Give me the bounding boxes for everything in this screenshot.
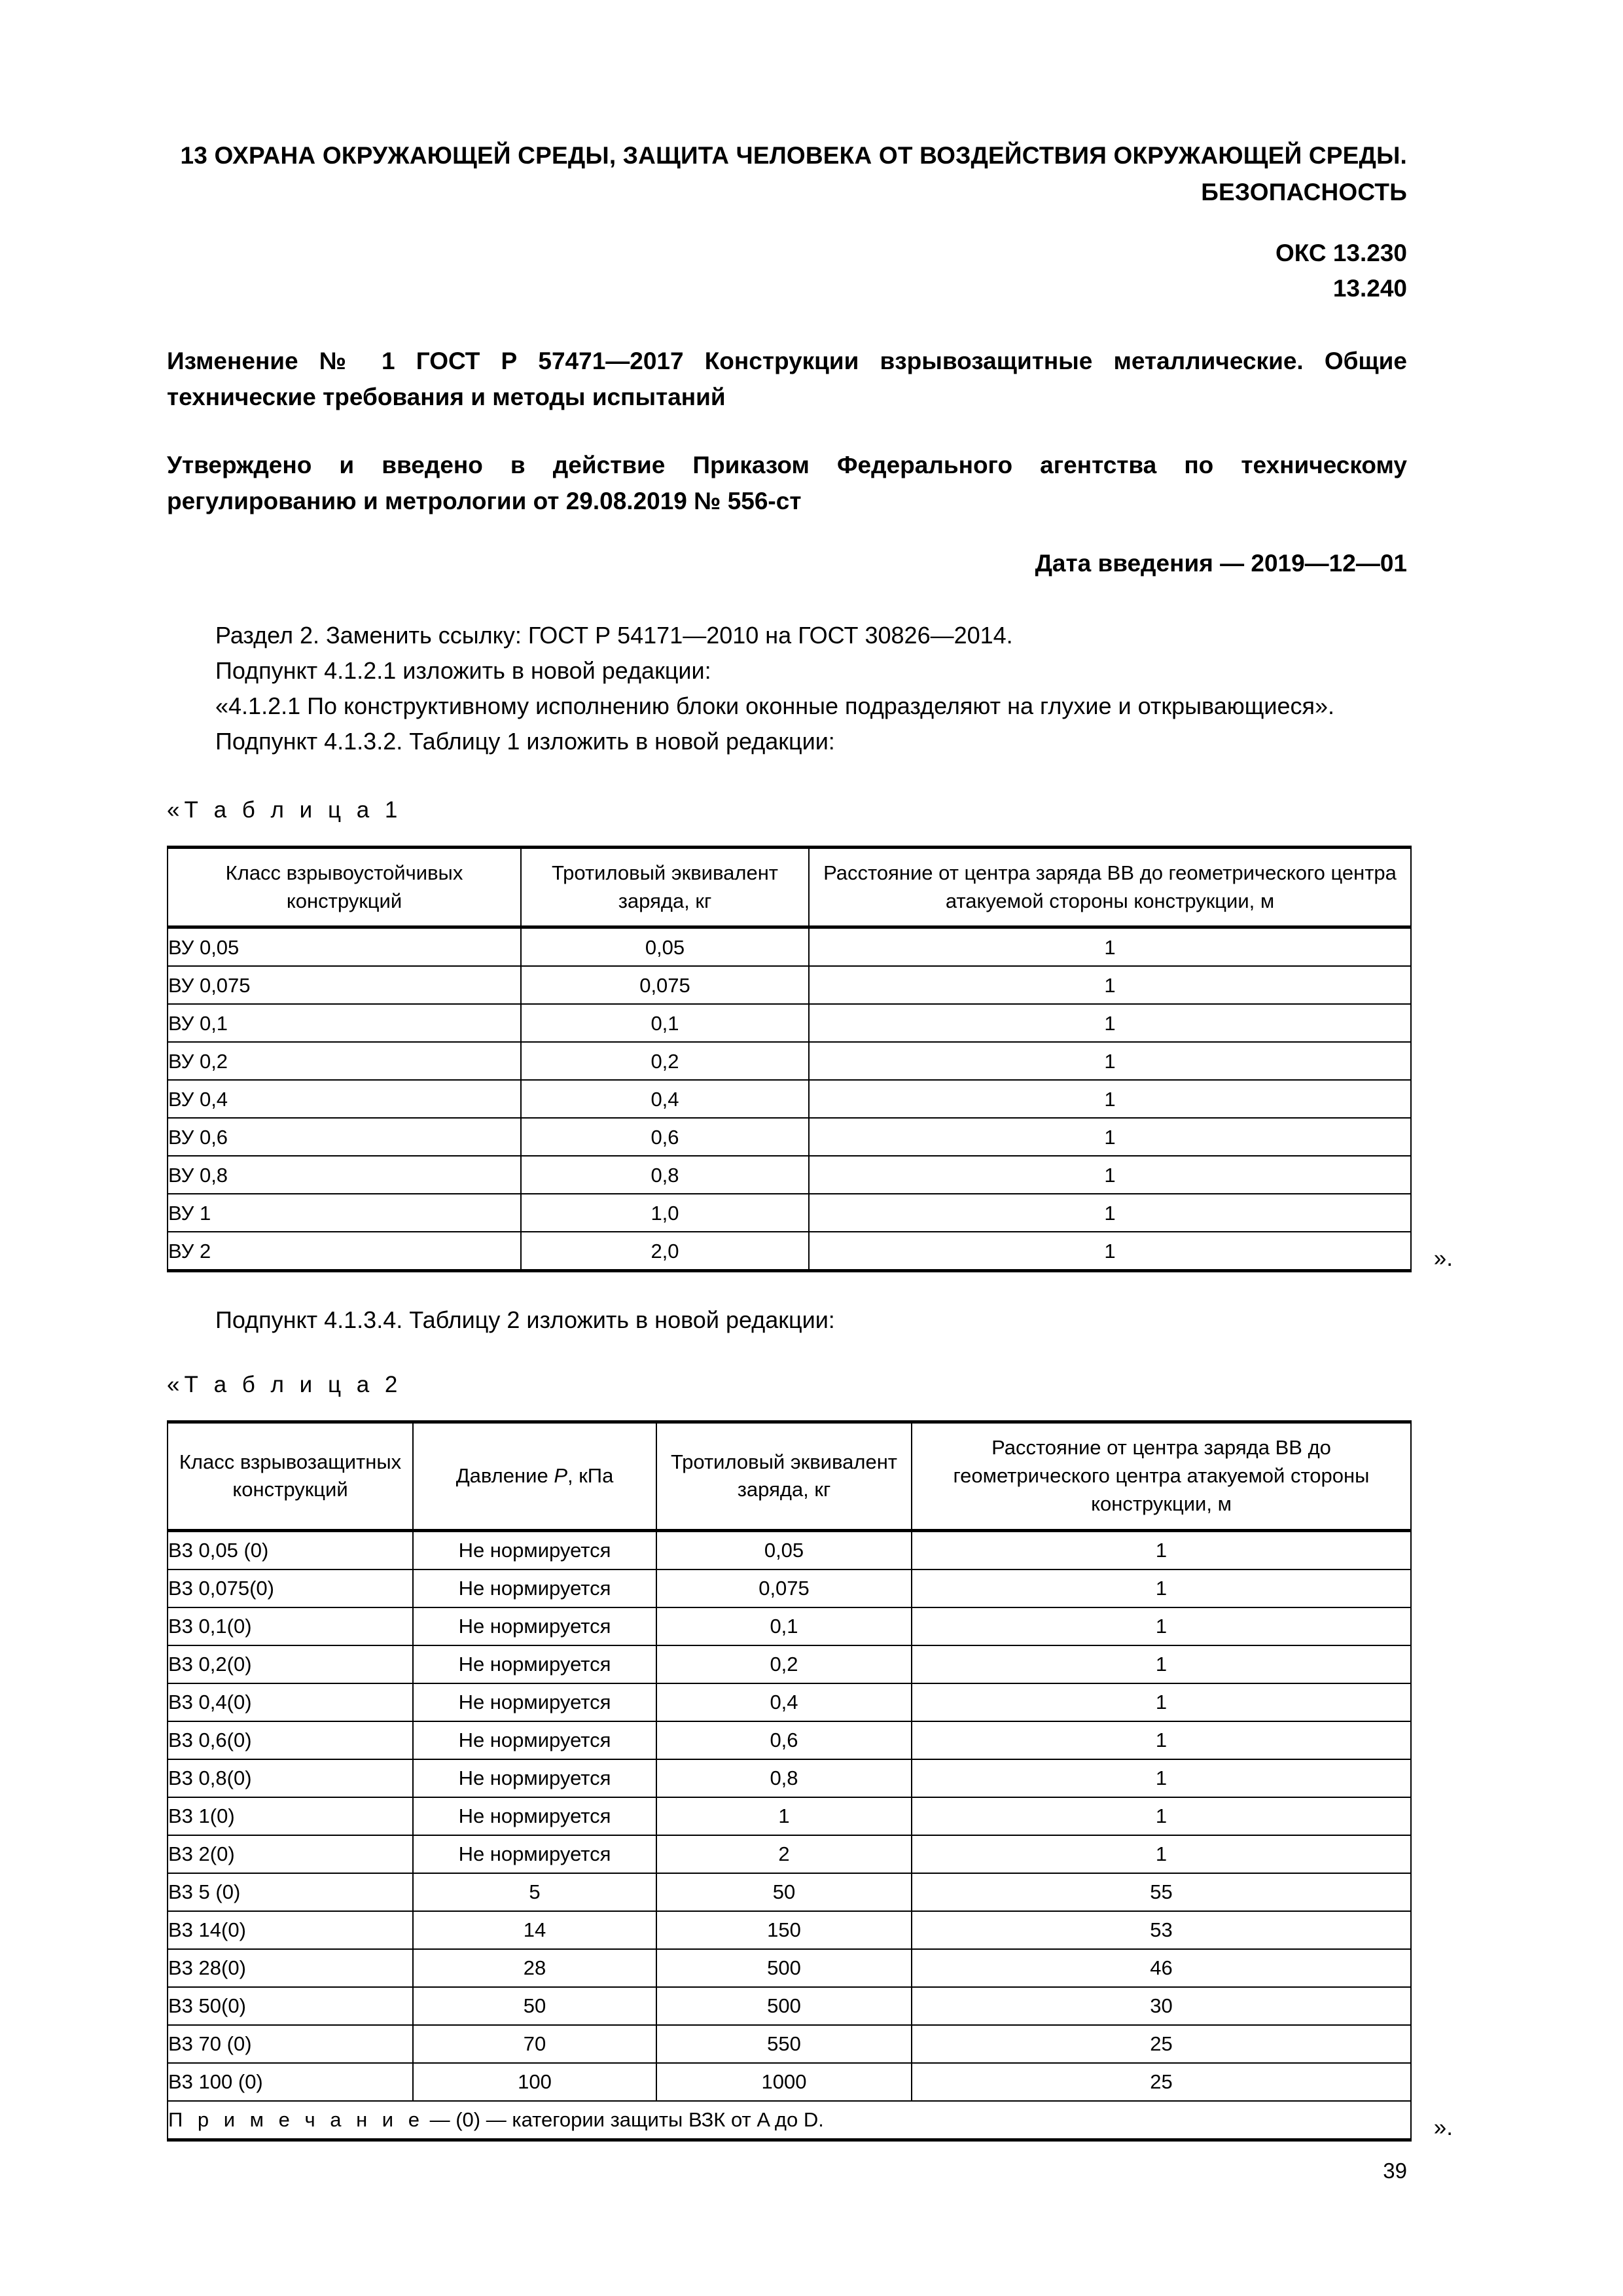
table2-cell-tnt: 550 (656, 2025, 912, 2063)
table2-cell-distance: 1 (912, 1645, 1411, 1683)
table2-cell-distance: 25 (912, 2025, 1411, 2063)
table2-cell-distance: 1 (912, 1835, 1411, 1873)
table1-cell-distance: 1 (809, 1080, 1411, 1118)
table2-cell-class: В3 0,1(0) (168, 1607, 413, 1645)
body-line-section2: Раздел 2. Заменить ссылку: ГОСТ Р 54171—2010 на ГОСТ 30826—2014. (215, 621, 1013, 649)
oks-code-primary: ОКС 13.230 (1275, 240, 1407, 267)
table2-cell-tnt: 1 (656, 1797, 912, 1835)
table1-cell-class: ВУ 0,4 (168, 1080, 521, 1118)
table2-cell-distance: 1 (912, 1683, 1411, 1721)
table2-cell-class: В3 2(0) (168, 1835, 413, 1873)
table2-cell-class: В3 50(0) (168, 1987, 413, 2025)
table1-col-header-distance: Расстояние от центра заряда ВВ до геометрического центра атакуемой стороны конструкции, м (809, 847, 1411, 927)
table2-cell-tnt: 0,4 (656, 1683, 912, 1721)
table1-cell-tnt: 0,8 (521, 1156, 809, 1194)
table2-cell-tnt: 500 (656, 1949, 912, 1987)
page-number: 39 (1383, 2159, 1407, 2183)
table1-cell-distance: 1 (809, 1118, 1411, 1156)
table2-cell-pressure: 70 (413, 2025, 656, 2063)
table2-cell-pressure: Не нормируется (413, 1570, 656, 1607)
table1-cell-tnt: 0,05 (521, 927, 809, 967)
table2-cell-tnt: 1000 (656, 2063, 912, 2101)
table2-cell-class: В3 14(0) (168, 1911, 413, 1949)
table2-cell-pressure: Не нормируется (413, 1721, 656, 1759)
table-row (168, 1156, 1411, 1194)
table1-cell-class: ВУ 2 (168, 1232, 521, 1271)
table2-cell-pressure: Не нормируется (413, 1759, 656, 1797)
note-text: — (0) — категории защиты ВЗК от A до D. (423, 2108, 824, 2131)
table2-cell-distance: 1 (912, 1759, 1411, 1797)
table1-cell-distance: 1 (809, 1156, 1411, 1194)
table-row (168, 1004, 1411, 1042)
table2-cell-class: В3 28(0) (168, 1949, 413, 1987)
table2-cell-tnt: 500 (656, 1987, 912, 2025)
pressure-symbol: P (554, 1464, 567, 1488)
table2-cell-distance: 25 (912, 2063, 1411, 2101)
table1-cell-distance: 1 (809, 927, 1411, 967)
table-row (168, 1042, 1411, 1080)
table-row (168, 1721, 1411, 1759)
table-row (168, 1683, 1411, 1721)
table2-cell-pressure: 14 (413, 1911, 656, 1949)
body-line-subclause-4132: Подпункт 4.1.3.2. Таблицу 1 изложить в новой редакции: (215, 727, 835, 755)
table-row (168, 1194, 1411, 1232)
table-row (168, 1607, 1411, 1645)
body-line-subclause-4134: Подпункт 4.1.3.4. Таблицу 2 изложить в новой редакции: (215, 1306, 835, 1334)
body-line-new-wording-4121: «4.1.2.1 По конструктивному исполнению блоки оконные подразделяют на глухие и открывающиеся». (215, 692, 1334, 719)
table2-cell-class: В3 0,6(0) (168, 1721, 413, 1759)
table1-col-header-class: Класс взрывоустойчивых конструкций (168, 847, 521, 927)
table-row (168, 966, 1411, 1004)
table1-cell-class: ВУ 1 (168, 1194, 521, 1232)
introduction-date: Дата введения — 2019—12—01 (1035, 549, 1407, 577)
body-text-block (167, 618, 1407, 759)
table-row (168, 927, 1411, 967)
body-line-subclause-4121: Подпункт 4.1.2.1 изложить в новой редакции: (215, 656, 711, 684)
table-row (168, 1570, 1411, 1607)
table-row (168, 1835, 1411, 1873)
table1-cell-tnt: 0,6 (521, 1118, 809, 1156)
table2-caption: «Т а б л и ц а 2 (167, 1372, 402, 1398)
table1-cell-distance: 1 (809, 1042, 1411, 1080)
table1-cell-class: ВУ 0,075 (168, 966, 521, 1004)
table2-cell-pressure: 50 (413, 1987, 656, 2025)
table1-cell-class: ВУ 0,8 (168, 1156, 521, 1194)
table1-closing-quote: ». (1433, 1246, 1453, 1272)
table2-cell-distance: 1 (912, 1530, 1411, 1570)
table1-header-row (168, 847, 1411, 927)
table1-cell-tnt: 0,4 (521, 1080, 809, 1118)
table2-cell-class: В3 70 (0) (168, 2025, 413, 2063)
table2-body (168, 1530, 1411, 2140)
table1-cell-class: ВУ 0,05 (168, 927, 521, 967)
table-row (168, 2063, 1411, 2101)
table-row (168, 1797, 1411, 1835)
amendment-title: Изменение № 1 ГОСТ Р 57471—2017 Конструкции взрывозащитные металлические. Общие технические требования и методы испытаний (167, 347, 1407, 411)
table1-cell-class: ВУ 0,2 (168, 1042, 521, 1080)
table2-cell-class: В3 0,05 (0) (168, 1530, 413, 1570)
table-row (168, 1080, 1411, 1118)
table-row (168, 2025, 1411, 2063)
page-title: 13 ОХРАНА ОКРУЖАЮЩЕЙ СРЕДЫ, ЗАЩИТА ЧЕЛОВЕКА ОТ ВОЗДЕЙСТВИЯ ОКРУЖАЮЩЕЙ СРЕДЫ. БЕЗОПАСНОСТЬ (180, 142, 1407, 206)
table2-cell-pressure: 28 (413, 1949, 656, 1987)
table2-cell-class: В3 5 (0) (168, 1873, 413, 1911)
pressure-label-post: , кПа (567, 1464, 614, 1488)
table1-col-header-tnt: Тротиловый эквивалент заряда, кг (521, 847, 809, 927)
table2-cell-pressure: 5 (413, 1873, 656, 1911)
table2-cell-tnt: 0,075 (656, 1570, 912, 1607)
table2-cell-distance: 30 (912, 1987, 1411, 2025)
table2-wrapper (167, 1420, 1453, 2141)
table2-cell-class: В3 0,075(0) (168, 1570, 413, 1607)
table2-cell-pressure: Не нормируется (413, 1645, 656, 1683)
table-row (168, 1759, 1411, 1797)
table2-col-header-distance: Расстояние от центра заряда ВВ до геометрического центра атакуемой стороны конструкции, м (912, 1422, 1411, 1530)
table2-col-header-class: Класс взрывозащитных конструкций (168, 1422, 413, 1530)
table2-cell-distance: 1 (912, 1721, 1411, 1759)
table2-cell-tnt: 0,2 (656, 1645, 912, 1683)
table2-cell-tnt: 0,8 (656, 1759, 912, 1797)
table-row (168, 1911, 1411, 1949)
table2-cell-tnt: 0,1 (656, 1607, 912, 1645)
table1-body (168, 927, 1411, 1271)
table-row (168, 1530, 1411, 1570)
table2-cell-tnt: 2 (656, 1835, 912, 1873)
table2-cell-tnt: 0,6 (656, 1721, 912, 1759)
oks-code-secondary: 13.240 (1332, 275, 1407, 302)
table2-cell-pressure: Не нормируется (413, 1530, 656, 1570)
table2-cell-distance: 1 (912, 1607, 1411, 1645)
table2-cell-pressure: 100 (413, 2063, 656, 2101)
table2-cell-tnt: 50 (656, 1873, 912, 1911)
table2-cell-pressure: Не нормируется (413, 1683, 656, 1721)
table1-cell-distance: 1 (809, 1232, 1411, 1271)
table-row (168, 1949, 1411, 1987)
table1-cell-distance: 1 (809, 966, 1411, 1004)
table2-cell-pressure: Не нормируется (413, 1835, 656, 1873)
table1-cell-tnt: 0,2 (521, 1042, 809, 1080)
table2-cell-distance: 55 (912, 1873, 1411, 1911)
table2-cell-pressure: Не нормируется (413, 1797, 656, 1835)
table1-caption: «Т а б л и ц а 1 (167, 797, 402, 823)
table1-cell-distance: 1 (809, 1194, 1411, 1232)
table2-cell-distance: 1 (912, 1797, 1411, 1835)
oks-block (167, 236, 1407, 306)
table1-cell-tnt: 2,0 (521, 1232, 809, 1271)
table2-header-row (168, 1422, 1411, 1530)
table-row (168, 1645, 1411, 1683)
table2-cell-distance: 46 (912, 1949, 1411, 1987)
table2-closing-quote: ». (1433, 2114, 1453, 2140)
table-explosion-proof-classes (167, 1420, 1412, 2141)
table2-col-header-pressure (413, 1422, 656, 1530)
table-explosion-resistant-classes (167, 846, 1412, 1273)
table2-cell-class: В3 0,8(0) (168, 1759, 413, 1797)
table2-cell-tnt: 0,05 (656, 1530, 912, 1570)
pressure-label-pre: Давление (455, 1464, 554, 1488)
table2-col-header-tnt: Тротиловый эквивалент заряда, кг (656, 1422, 912, 1530)
table2-cell-tnt: 150 (656, 1911, 912, 1949)
table2-cell-pressure: Не нормируется (413, 1607, 656, 1645)
table1-cell-class: ВУ 0,1 (168, 1004, 521, 1042)
table-row (168, 1232, 1411, 1271)
table2-cell-distance: 53 (912, 1911, 1411, 1949)
table2-cell-class: В3 0,4(0) (168, 1683, 413, 1721)
table1-cell-distance: 1 (809, 1004, 1411, 1042)
table1-cell-tnt: 1,0 (521, 1194, 809, 1232)
table1-cell-tnt: 0,075 (521, 966, 809, 1004)
table2-cell-class: В3 1(0) (168, 1797, 413, 1835)
table-row (168, 1118, 1411, 1156)
table-row (168, 1987, 1411, 2025)
table1-wrapper (167, 846, 1453, 1273)
table1-cell-class: ВУ 0,6 (168, 1118, 521, 1156)
table-row (168, 1873, 1411, 1911)
table2-note-row (168, 2101, 1411, 2140)
table2-note (168, 2101, 1411, 2140)
table2-cell-class: В3 100 (0) (168, 2063, 413, 2101)
table1-cell-tnt: 0,1 (521, 1004, 809, 1042)
table2-cell-distance: 1 (912, 1570, 1411, 1607)
approval-statement: Утверждено и введено в действие Приказом Федерального агентства по техническому регулированию и метрологии от 29.08.2019 № 556-ст (167, 451, 1407, 515)
table2-cell-class: В3 0,2(0) (168, 1645, 413, 1683)
note-keyword: П р и м е ч а н и е (168, 2108, 424, 2131)
